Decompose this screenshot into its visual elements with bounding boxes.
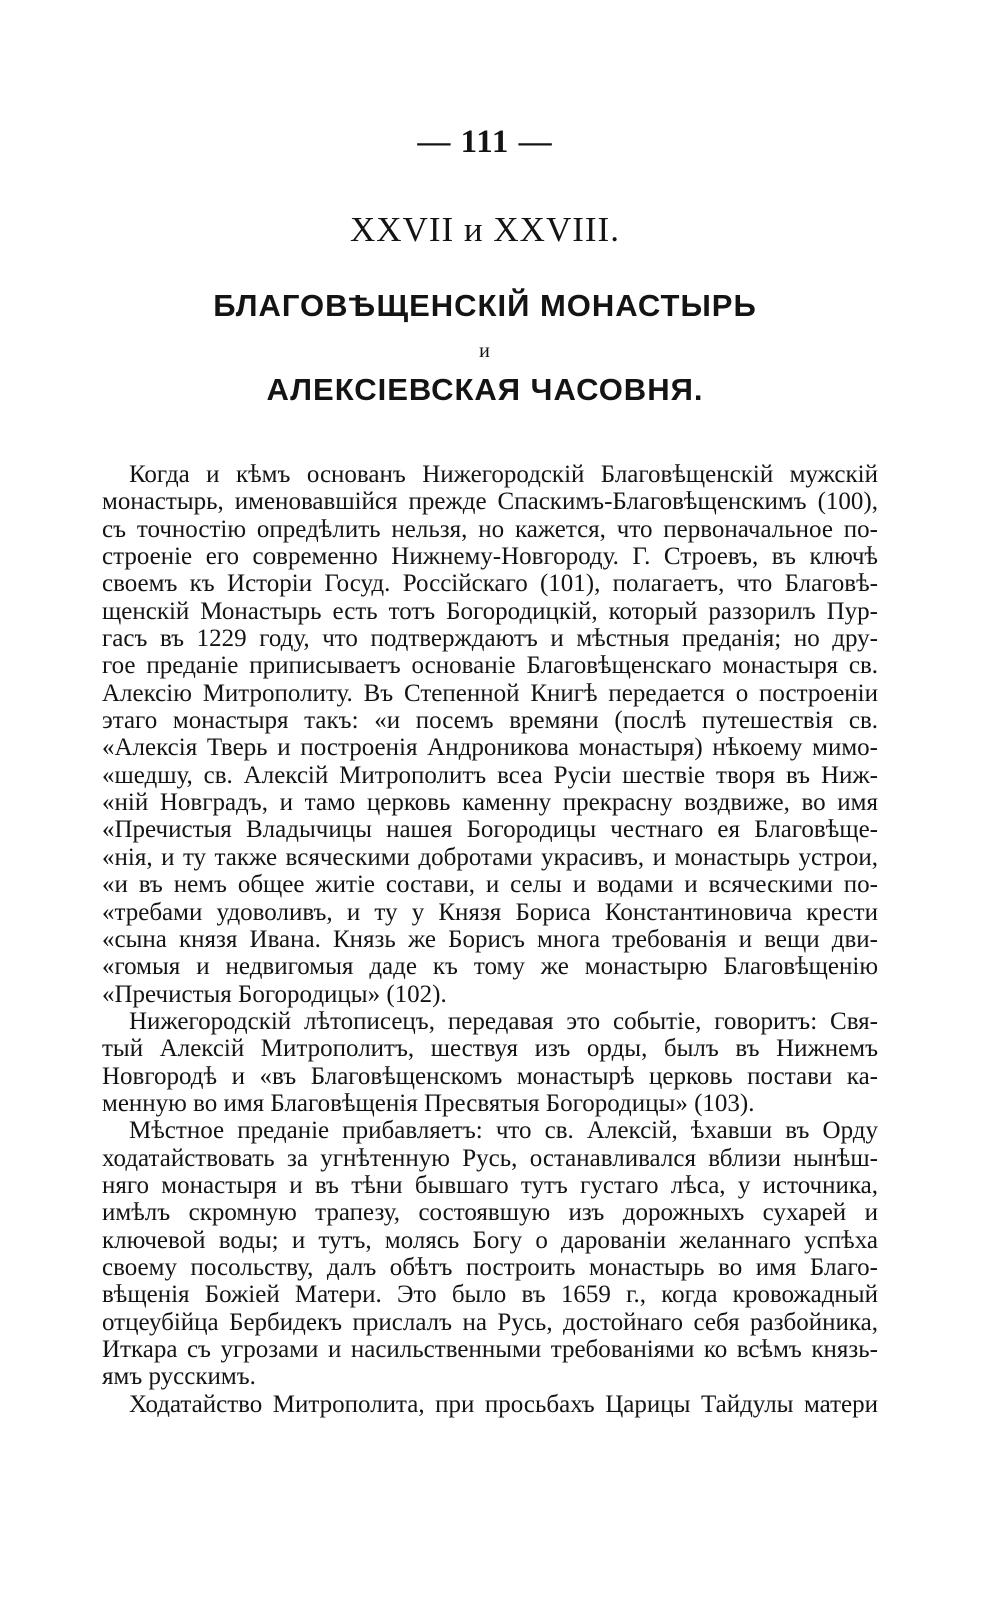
text-line: ямъ русскимъ. <box>102 1363 256 1391</box>
chapter-number: XXVII и XXVIII. <box>350 210 620 249</box>
text-line: «сына князя Ивана. Князь же Борисъ многа требованія и вещи дви- <box>102 925 878 953</box>
text-line: съ точностію опредѣлить нельзя, но кажется, что первоначальное по- <box>102 515 878 543</box>
text-line: ходатайствовать за угнѣтенную Русь, останавливался вблизи нынѣш- <box>102 1144 878 1172</box>
text-line: «Пречистыя Владычицы нашея Богородицы честнаго ея Благовѣще- <box>102 816 878 844</box>
text-line: «Пречистыя Богородицы» (102). <box>102 980 447 1008</box>
text-line: щенскій Монастырь есть тотъ Богородицкій, который раззорилъ Пур- <box>102 597 878 625</box>
text-line: этаго монастыря такъ: «и посемъ времяни (послѣ путешествія св. <box>102 707 878 735</box>
text-line: менную во имя Благовѣщенія Пресвятыя Богородицы» (103). <box>102 1089 755 1117</box>
text-line: монастырь, именовавшійся прежде Спаскимъ-Благовѣщенскимъ (100), <box>102 488 878 516</box>
text-line: Мѣстное преданіе прибавляетъ: что св. Алексій, ѣхавши въ Орду <box>129 1117 878 1145</box>
text-line: своемъ къ Исторіи Госуд. Россійскаго (101), полагаетъ, что Благовѣ- <box>102 570 878 598</box>
text-line: ключевой воды; и тутъ, молясь Богу о дарованіи желаннаго успѣха <box>102 1226 878 1254</box>
text-line: «гомыя и недвигомыя даде къ тому же монастырю Благовѣщенію <box>102 953 878 981</box>
text-line: «нія, и ту также всяческими добротами украсивъ, и монастырь устрои, <box>102 843 878 871</box>
text-line: гое преданіе приписываетъ основаніе Благовѣщенскаго монастыря св. <box>102 652 878 680</box>
section-title-conjunction: и <box>479 340 491 362</box>
text-line: Когда и кѣмъ основанъ Нижегородскій Благовѣщенскій мужскій <box>129 461 878 488</box>
text-line: Новгородѣ и «въ Благовѣщенскомъ монастырѣ церковь постави ка- <box>102 1062 878 1090</box>
section-title-line-2: АЛЕКСІЕВСКАЯ ЧАСОВНЯ. <box>266 372 704 407</box>
text-line: «шедшу, св. Алексій Митрополитъ всеа Русіи шествіе творя въ Ниж- <box>102 761 878 789</box>
text-line: «и въ немъ общее житіе состави, и селы и водами и всяческими по- <box>102 871 878 899</box>
text-line: Нижегородскій лѣтописецъ, передавая это событіе, говоритъ: Свя- <box>129 1007 878 1035</box>
text-line: Иткара съ угрозами и насильственными требованіями ко всѣмъ князь- <box>102 1336 878 1363</box>
text-line: отцеубійца Бербидекъ прислалъ на Русь, достойнаго себя разбойника, <box>102 1308 878 1336</box>
text-line: няго монастыря и въ тѣни бывшаго тутъ густаго лѣса, у источника, <box>102 1171 878 1199</box>
text-line: гасъ въ 1229 году, что подтверждаютъ и мѣстныя преданія; но дру- <box>102 625 878 653</box>
text-line: Ходатайство Митрополита, при просьбахъ Царицы Тайдулы матери <box>129 1390 878 1418</box>
text-line: имѣлъ скромную трапезу, состоявшую изъ дорожныхъ сухарей и <box>102 1199 878 1227</box>
page-number: — 111 — <box>417 124 553 160</box>
text-line: Алексію Митрополиту. Въ Степенной Книгѣ передается о построеніи <box>102 679 878 707</box>
text-line: «требами удоволивъ, и ту у Князя Бориса Константиновича крести <box>102 898 878 926</box>
text-line: своему посольству, далъ обѣтъ построить монастырь во имя Благо- <box>102 1253 878 1281</box>
text-line: строеніе его современно Нижнему-Новгороду. Г. Строевъ, въ ключѣ <box>102 543 878 571</box>
text-line: «ній Новградъ, и тамо церковь каменну прекрасну воздвиже, во имя <box>102 789 878 817</box>
text-line: тый Алексій Митрополитъ, шествуя изъ орды, былъ въ Нижнемъ <box>102 1035 878 1063</box>
body-text <box>102 461 878 1418</box>
section-title-line-1: БЛАГОВѢЩЕНСКІЙ МОНАСТЫРЬ <box>213 288 757 323</box>
text-line: «Алексія Тверь и построенія Андроникова монастыря) нѣкоему мимо- <box>102 734 878 762</box>
text-line: вѣщенія Божіей Матери. Это было въ 1659 г., когда кровожадный <box>102 1281 878 1309</box>
